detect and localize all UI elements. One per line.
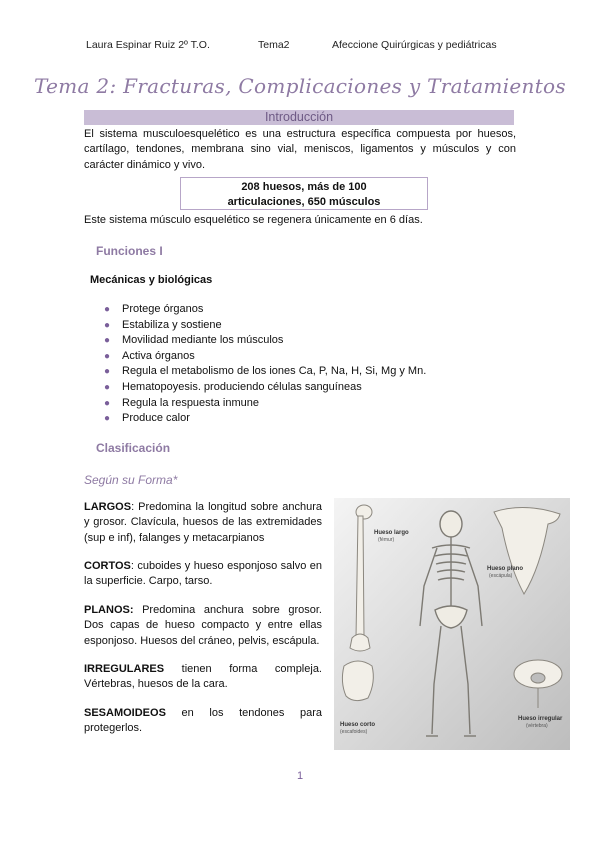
- label-irregular-sub: (vértebra): [526, 723, 548, 729]
- bullet-icon: ●: [104, 366, 111, 378]
- sesamoideos-paragraph: SESAMOIDEOS en los tendones para protegerlos.: [84, 707, 322, 735]
- list-item: ● Estabiliza y sostiene: [84, 318, 426, 334]
- bullet-icon: ●: [104, 413, 111, 425]
- bullet-icon: ●: [104, 381, 111, 393]
- list-item: ● Hematopoyesis. produciendo células sanguíneas: [84, 380, 426, 396]
- irregulares-paragraph: IRREGULARES tienen forma compleja. Vértebras, huesos de la cara.: [84, 663, 322, 691]
- bullet-icon: ●: [104, 397, 111, 409]
- funciones-subheading: Mecánicas y biológicas: [90, 274, 213, 286]
- regen-text: Este sistema músculo esquelético se regenera únicamente en 6 días.: [84, 214, 423, 226]
- cortos-paragraph: CORTOS: cuboides y hueso esponjoso salvo en la superficie. Carpo, tarso.: [84, 560, 322, 588]
- list-item: ● Activa órganos: [84, 349, 426, 365]
- largos-paragraph: LARGOS: Predomina la longitud sobre anchura y grosor. Clavícula, huesos de las extremidades (sup e inf), falanges y metacarpianos: [84, 501, 322, 544]
- page-number: 1: [296, 770, 304, 782]
- label-corto: Hueso corto: [340, 722, 376, 728]
- label-plano-sub: (escápula): [489, 573, 513, 579]
- list-item: ● Regula el metabolismo de los iones Ca, P, Na, H, Si, Mg y Mn.: [84, 364, 426, 380]
- bone-illustration: [334, 498, 570, 750]
- bone-types-figure: [334, 498, 570, 750]
- label-largo: Hueso largo: [374, 530, 409, 536]
- list-item: ● Regula la respuesta inmune: [84, 396, 426, 412]
- label-plano: Hueso plano: [487, 566, 524, 572]
- box-line-2: articulaciones, 650 músculos: [227, 196, 381, 208]
- label-largo-sub: (fémur): [378, 537, 395, 543]
- intro-heading: Introducción: [84, 110, 514, 125]
- intro-paragraph: El sistema musculoesquelético es una estructura específica compuesta por huesos, cartílago, tendones, membrana sino vial, meniscos, ligamentos y músculos y con carácter dinámico y vivo.: [84, 128, 516, 171]
- scaphoid-icon: [342, 661, 373, 701]
- label-corto-sub: (escafoides): [340, 729, 368, 735]
- bones-summary-box: [180, 177, 428, 210]
- bullet-icon: ●: [104, 350, 111, 362]
- header-topic: Tema2: [258, 39, 290, 51]
- funciones-list: [84, 302, 426, 427]
- list-item: ● Protege órganos: [84, 302, 426, 318]
- label-irregular: Hueso irregular: [518, 716, 563, 722]
- bullet-icon: ●: [104, 335, 111, 347]
- box-line-1: 208 huesos, más de 100: [241, 181, 367, 193]
- page-title: Tema 2: Fracturas, Complicaciones y Tratamientos: [34, 74, 566, 98]
- header-course: Afeccione Quirúrgicas y pediátricas: [332, 39, 497, 51]
- planos-paragraph: PLANOS: Predomina anchura sobre grosor. Dos capas de hueso compacto y entre ellas esponjoso. Huesos del cráneo, pelvis, escápula.: [84, 604, 322, 647]
- funciones-heading: Funciones I: [96, 244, 163, 258]
- bullet-icon: ●: [104, 304, 111, 315]
- forma-subheading: Según su Forma*: [84, 473, 178, 487]
- bullet-icon: ●: [104, 319, 111, 331]
- header-author: Laura Espinar Ruiz 2º T.O.: [86, 39, 210, 51]
- list-item: ● Movilidad mediante los músculos: [84, 333, 426, 349]
- clasificacion-heading: Clasificación: [96, 441, 171, 455]
- list-item: ● Produce calor: [84, 411, 426, 427]
